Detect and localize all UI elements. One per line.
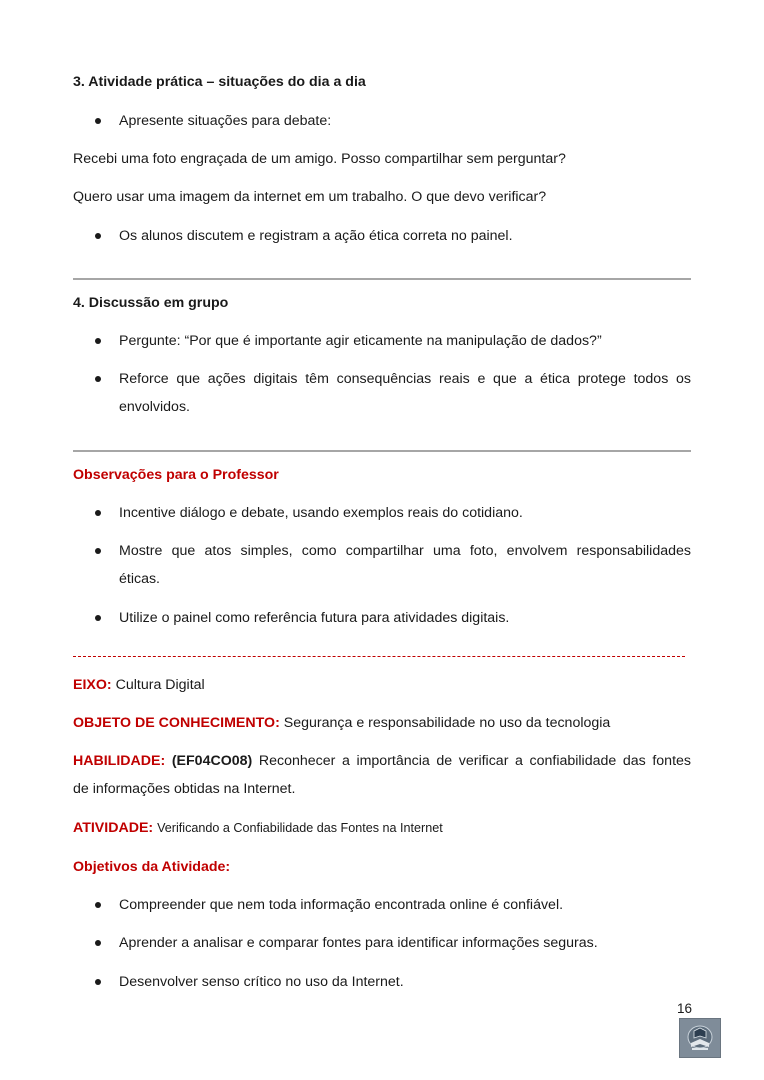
habilidade-label: HABILIDADE: (73, 753, 166, 769)
observations-bullet-2-line-1: Mostre que atos simples, como compartilhar uma foto, envolvem responsabilidades (119, 543, 691, 559)
objective-item: Aprender a analisar e comparar fontes para identificar informações seguras. (119, 935, 598, 951)
observations-bullet-3: Utilize o painel como referência futura para atividades digitais. (119, 610, 510, 626)
section-3-bullet-1: Apresente situações para debate: (119, 113, 332, 129)
objectives-heading: Objetivos da Atividade: (73, 859, 231, 875)
bullet-dot (95, 338, 101, 344)
section-divider (73, 450, 691, 452)
bullet-dot (95, 118, 101, 124)
objective-item: Desenvolver senso crítico no uso da Internet. (119, 974, 404, 990)
objeto-value: Segurança e responsabilidade no uso da tecnologia (283, 715, 611, 731)
atividade-line (73, 818, 443, 838)
section-4-bullet-2-line-2: envolvidos. (119, 399, 190, 415)
habilidade-text: Reconhecer a importância de verificar a confiabilidade das fontes (258, 753, 691, 769)
section-3-heading: 3. Atividade prática – situações do dia a dia (73, 74, 366, 90)
book-emblem-icon (680, 1019, 720, 1057)
section-divider (73, 278, 691, 280)
page-number: 16 (677, 1001, 693, 1016)
footer-logo-icon (679, 1018, 721, 1058)
dashed-divider (73, 656, 685, 657)
bullet-dot (95, 376, 101, 382)
observations-bullet-1: Incentive diálogo e debate, usando exemplos reais do cotidiano. (119, 505, 523, 521)
debate-question-2: Quero usar uma imagem da internet em um trabalho. O que devo verificar? (73, 189, 547, 205)
habilidade-line-1 (73, 751, 691, 771)
bullet-dot (95, 940, 101, 946)
atividade-label: ATIVIDADE: (73, 820, 154, 836)
eixo-value: Cultura Digital (115, 677, 205, 693)
debate-question-1: Recebi uma foto engraçada de um amigo. Posso compartilhar sem perguntar? (73, 151, 566, 167)
habilidade-line-2: de informações obtidas na Internet. (73, 781, 296, 797)
atividade-value: Verificando a Confiabilidade das Fontes na Internet (157, 821, 443, 835)
eixo-label: EIXO: (73, 677, 112, 693)
section-4-bullet-1: Pergunte: “Por que é importante agir eticamente na manipulação de dados?” (119, 333, 602, 349)
bullet-dot (95, 548, 101, 554)
objeto-label: OBJETO DE CONHECIMENTO: (73, 715, 280, 731)
eixo-line (73, 675, 205, 695)
observations-bullet-2-line-2: éticas. (119, 571, 161, 587)
bullet-dot (95, 510, 101, 516)
section-3-bullet-2: Os alunos discutem e registram a ação ética correta no painel. (119, 228, 513, 244)
bullet-dot (95, 233, 101, 239)
section-4-bullet-2-line-1: Reforce que ações digitais têm consequências reais e que a ética protege todos os (119, 371, 691, 387)
section-4-heading: 4. Discussão em grupo (73, 295, 229, 311)
observations-heading: Observações para o Professor (73, 467, 279, 483)
bullet-dot (95, 615, 101, 621)
objective-item: Compreender que nem toda informação encontrada online é confiável. (119, 897, 564, 913)
objeto-line (73, 713, 610, 733)
bullet-dot (95, 979, 101, 985)
bullet-dot (95, 902, 101, 908)
habilidade-code: (EF04CO08) (171, 753, 253, 769)
